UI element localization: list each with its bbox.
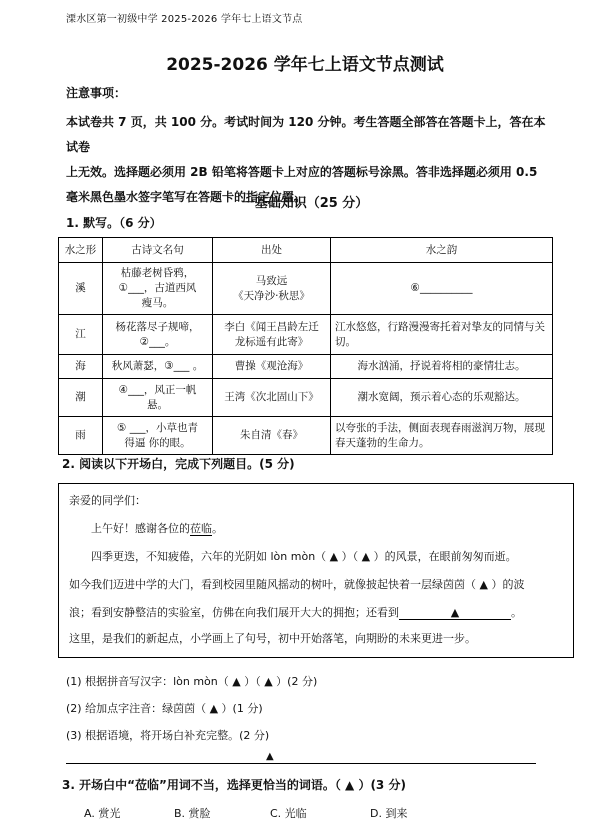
table-cell: 秋风萧瑟，③___ 。 [103, 355, 213, 379]
section-title: 一基础知识（25 分） [241, 196, 369, 211]
option-a: A. 赏光 [84, 807, 121, 820]
notes-line: 毫米黑色墨水签字笔写在答题卡的指定位置。 [66, 190, 307, 204]
table-cell: 海水汹涌，抒说着将相的豪情壮志。 [331, 355, 553, 379]
notes-label: 注意事项： [66, 86, 127, 100]
table-header: 古诗文名句 [103, 238, 213, 263]
option-c: C. 光临 [270, 807, 307, 820]
table-cell: 马致远 《天净沙·秋思》 [213, 263, 331, 315]
passage-line [91, 520, 223, 536]
passage-text: 上午好！感谢各位的 [91, 522, 190, 535]
passage-line: 这里，是我们的新起点，小学画上了句号，初中开始落笔，向期盼的未来更进一步。 [69, 632, 476, 645]
table-cell: ⑥__________ [331, 263, 553, 315]
table-cell: 王湾《次北固山下》 [213, 379, 331, 417]
passage-greeting: 亲爱的同学们： [69, 494, 146, 507]
table-row [59, 417, 553, 455]
table-cell: ④___，风正一帆 悬。 [103, 379, 213, 417]
page-header: 溧水区第一初级中学 2025-2026 学年七上语文节点 [66, 14, 303, 25]
table-row [59, 315, 553, 355]
subquestion-1: (1) 根据拼音写汉字：lòn mòn（ ▲ ）（ ▲ ）(2 分) [66, 675, 318, 688]
table-cell: 朱自清《春》 [213, 417, 331, 455]
answer-line [66, 757, 536, 764]
answer-mark: ▲ [266, 751, 274, 762]
table-header: 水之形 [59, 238, 103, 263]
passage-text: 浪；看到安静整洁的实验室，仿佛在向我们展开大大的拥抱；还看到 [69, 606, 399, 619]
option-d: D. 到来 [370, 807, 408, 820]
table-cell: 江 [59, 315, 103, 355]
table-cell: 李白《闻王昌龄左迁 龙标遥有此寄》 [213, 315, 331, 355]
option-b: B. 赏脸 [174, 807, 211, 820]
table-cell: ⑤ ___，小草也青 得逼 你的眼。 [103, 417, 213, 455]
question-3: 3. 开场白中“莅临”用词不当，选择更恰当的词语。（ ▲ ）(3 分) [62, 778, 406, 792]
opening-speech-box [58, 483, 574, 658]
table-header: 水之韵 [331, 238, 553, 263]
table-cell: 枯藤老树昏鸦， ①___，古道西风 瘦马。 [103, 263, 213, 315]
passage-line: 四季更迭，不知疲倦，六年的光阴如 lòn mòn（ ▲ ）（ ▲ ）的风景，在眼前匆匆而逝。 [91, 550, 517, 563]
table-header-row [59, 238, 553, 263]
table-cell: 雨 [59, 417, 103, 455]
notes-line: 本试卷共 7 页，共 100 分。考试时间为 120 分钟。考生答题全部答在答题卡上，答在本试卷 [66, 115, 546, 154]
question-1: 1. 默写。（6 分） [66, 216, 162, 230]
dictation-table [58, 237, 553, 455]
subquestion-2: (2) 给加点字注音：绿茵茵（ ▲ ）(1 分) [66, 702, 263, 715]
table-row [59, 263, 553, 315]
table-cell: 江水悠悠，行路漫漫寄托着对挚友的同情与关切。 [331, 315, 553, 355]
passage-line [69, 604, 522, 620]
passage-underlined-word: 莅临 [190, 522, 212, 535]
question-2: 2. 阅读以下开场白，完成下列题目。(5 分) [62, 457, 295, 471]
passage-text: 。 [212, 522, 223, 535]
answer-blank: ▲ [399, 606, 511, 620]
notes-line: 上无效。选择题必须用 2B 铅笔将答题卡上对应的答题标号涂黑。答非选择题必须用 0.5 [66, 165, 538, 179]
table-cell: 曹操《观沧海》 [213, 355, 331, 379]
table-row [59, 379, 553, 417]
table-cell: 潮水宽阔，预示着心态的乐观豁达。 [331, 379, 553, 417]
table-cell: 溪 [59, 263, 103, 315]
passage-text: 。 [511, 606, 522, 619]
table-cell: 杨花落尽子规啼， ②___。 [103, 315, 213, 355]
subquestion-3: (3) 根据语境，将开场白补充完整。(2 分) [66, 729, 270, 742]
table-row [59, 355, 553, 379]
table-header: 出处 [213, 238, 331, 263]
table-cell: 海 [59, 355, 103, 379]
passage-line: 如今我们迈进中学的大门，看到校园里随风摇动的树叶，就像披起快着一层绿茵茵（ ▲ ）的波 [69, 578, 525, 591]
table-cell: 潮 [59, 379, 103, 417]
exam-title: 2025-2026 学年七上语文节点测试 [166, 55, 444, 75]
table-cell: 以夸张的手法，侧面表现春雨滋润万物，展现春天蓬勃的生命力。 [331, 417, 553, 455]
